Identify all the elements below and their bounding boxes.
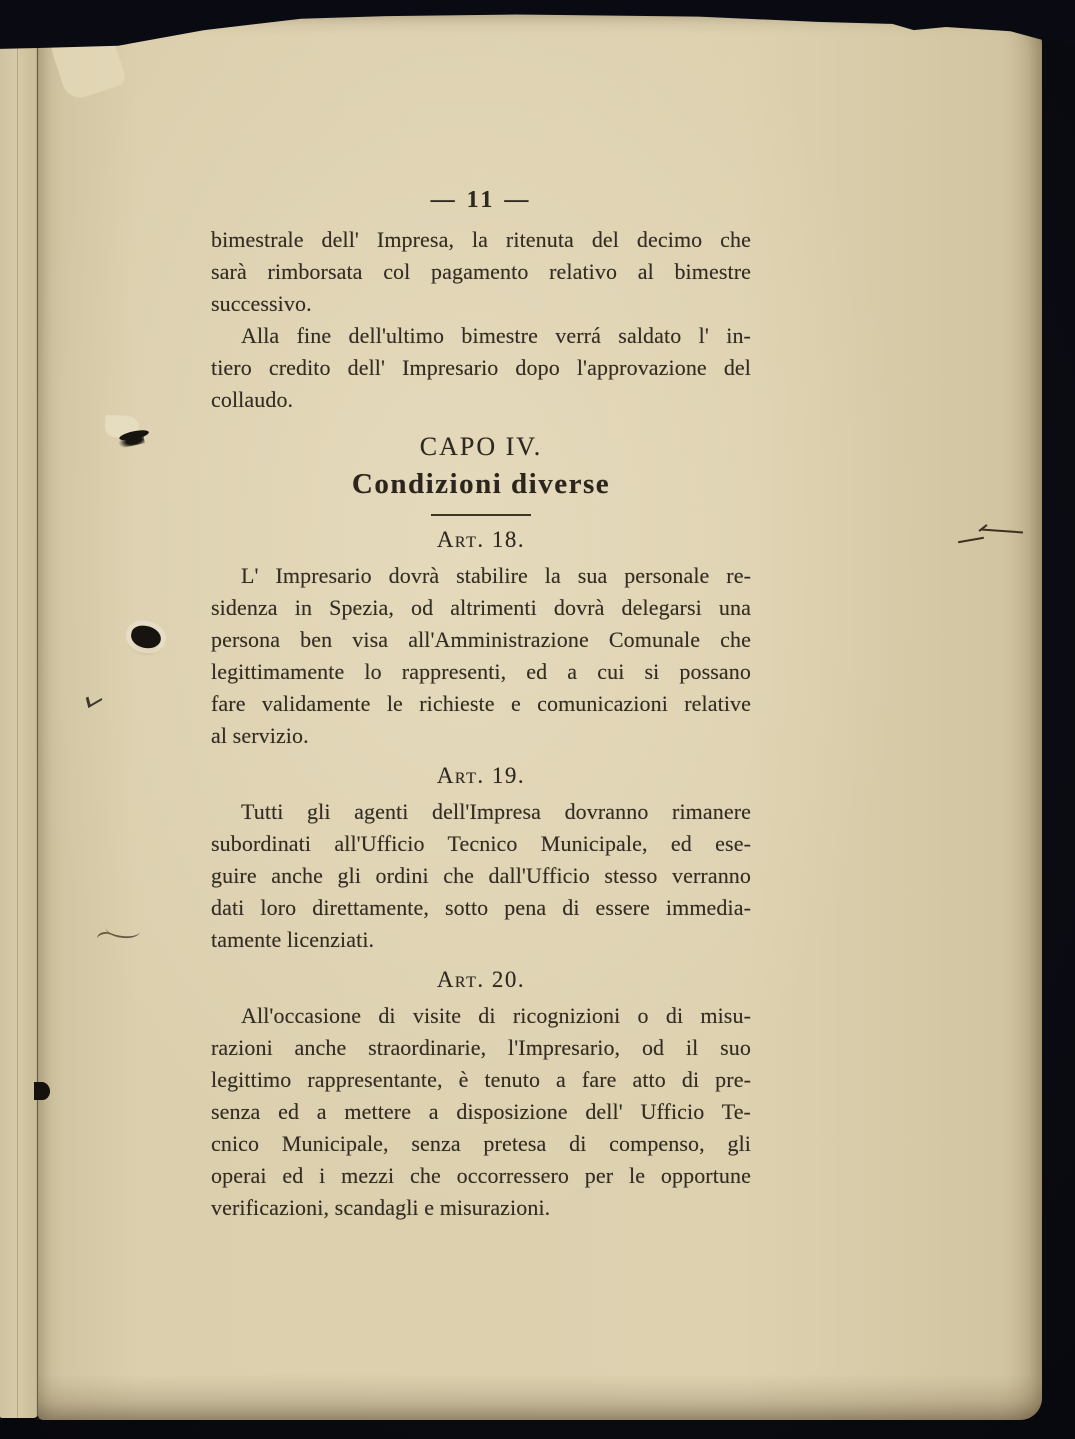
paper-tear [958,537,984,543]
text-block [211,182,751,1224]
text-line: collaudo. [211,387,294,412]
previous-page-edge [0,46,39,1418]
text-line: All'occasione di visite di ricognizioni o di misu- [241,1003,751,1028]
text-line: fare validamente le richieste e comunicazioni relative [211,691,751,716]
text-line: tiero credito dell' Impresario dopo l'approvazione del [211,355,751,380]
paper-edge-notch [34,1082,50,1100]
chapter-title: Condizioni diverse [351,468,611,500]
text-line: bimestrale dell' Impresa, la ritenuta del decimo che [211,227,751,252]
previous-page-crease [17,46,18,1418]
text-line: legittimo rappresentante, è tenuto a fare atto di pre- [211,1067,751,1092]
text-line: subordinati all'Ufficio Tecnico Municipale, ed ese- [211,831,751,856]
text-line: persona ben visa all'Amministrazione Comunale che [211,627,751,652]
text-line: sarà rimborsata col pagamento relativo al bimestre [211,259,751,284]
section-divider [431,514,531,516]
text-line: guire anche gli ordini che dall'Ufficio stesso verranno [211,863,751,888]
article-heading: Art. 20. [436,967,526,992]
text-line: operai ed i mezzi che occorressero per le opportune [211,1163,751,1188]
article-20 [211,964,751,1224]
article-18 [211,524,751,752]
paper-hole [117,431,145,448]
article-body [211,1000,751,1224]
paper-crease [105,920,140,939]
text-line: tamente licenziati. [211,927,375,952]
page-number: — 11 — [430,187,532,213]
article-body [211,796,751,956]
article-19 [211,760,751,956]
paper-bottom-crease [38,1374,1042,1420]
article-body [211,560,751,752]
chapter-heading: CAPO IV. [419,432,543,461]
text-line: legittimamente lo rappresenti, ed a cui si possano [211,659,751,684]
intro-paragraph [211,320,751,416]
text-line: successivo. [211,291,312,316]
book-page [38,14,1042,1420]
text-line: Tutti gli agenti dell'Impresa dovranno rimanere [241,799,751,824]
text-line: Alla fine dell'ultimo bimestre verrá saldato l' in- [241,323,751,348]
paper-hole [130,624,163,650]
paper-tear [981,529,1023,534]
text-line: senza ed a mettere a disposizione dell' Ufficio Te- [211,1099,751,1124]
article-heading: Art. 18. [436,527,526,552]
intro-paragraph [211,224,751,320]
text-line: dati loro direttamente, sotto pena di essere immedia- [211,895,751,920]
text-line: cnico Municipale, senza pretesa di compenso, gli [211,1131,751,1156]
text-line: L' Impresario dovrà stabilire la sua personale re- [241,563,751,588]
paper-mark [86,690,103,708]
text-line: sidenza in Spezia, od altrimenti dovrà delegarsi una [211,595,751,620]
text-line: verificazioni, scandagli e misurazioni. [211,1195,551,1220]
text-line: razioni anche straordinarie, l'Impresario, od il suo [211,1035,751,1060]
text-line: al servizio. [211,723,309,748]
article-heading: Art. 19. [436,763,526,788]
